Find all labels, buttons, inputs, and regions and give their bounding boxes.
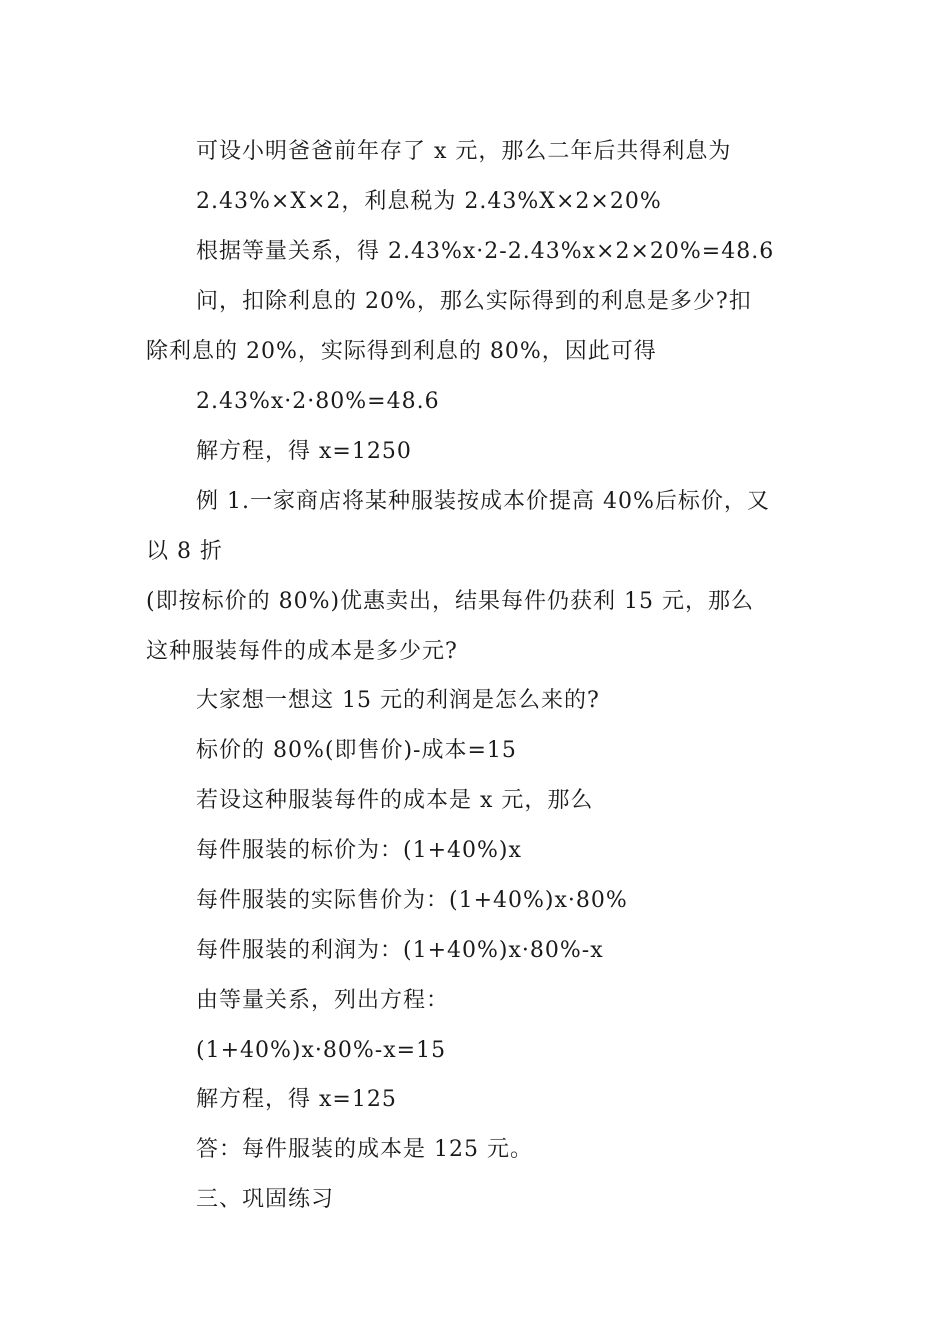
text-line-16: 每件服装的实际售价为：(1+40%)x·80% xyxy=(196,888,628,913)
text-line-10: (即按标价的 80%)优惠卖出，结果每件仍获利 15 元，那么 xyxy=(146,589,755,614)
text-line-17: 每件服装的利润为：(1+40%)x·80%-x xyxy=(196,938,604,963)
text-line-22: 三、巩固练习 xyxy=(196,1187,335,1212)
text-line-18: 由等量关系，列出方程： xyxy=(196,988,450,1013)
text-line-14: 若设这种服装每件的成本是 x 元，那么 xyxy=(196,788,594,813)
text-line-15: 每件服装的标价为：(1+40%)x xyxy=(196,838,522,863)
text-line-8: 例 1.一家商店将某种服装按成本价提高 40%后标价，又 xyxy=(196,489,770,514)
text-line-3: 根据等量关系，得 2.43%x·2-2.43%x×2×20%=48.6 xyxy=(196,239,775,264)
text-line-2: 2.43%×X×2，利息税为 2.43%X×2×20% xyxy=(196,189,662,214)
text-line-19: (1+40%)x·80%-x=15 xyxy=(196,1038,447,1063)
text-line-7: 解方程，得 x=1250 xyxy=(196,439,412,464)
text-line-5: 除利息的 20%，实际得到利息的 80%，因此可得 xyxy=(146,339,657,364)
text-line-13: 标价的 80%(即售价)-成本=15 xyxy=(196,738,517,763)
text-line-1: 可设小明爸爸前年存了 x 元，那么二年后共得利息为 xyxy=(196,139,732,164)
text-line-21: 答：每件服装的成本是 125 元。 xyxy=(196,1137,533,1162)
text-line-4: 问，扣除利息的 20%，那么实际得到的利息是多少?扣 xyxy=(196,289,752,314)
text-line-9: 以 8 折 xyxy=(146,539,223,564)
text-line-11: 这种服装每件的成本是多少元? xyxy=(146,639,458,664)
text-line-12: 大家想一想这 15 元的利润是怎么来的? xyxy=(196,688,600,713)
text-line-20: 解方程，得 x=125 xyxy=(196,1087,397,1112)
text-line-6: 2.43%x·2·80%=48.6 xyxy=(196,389,440,414)
